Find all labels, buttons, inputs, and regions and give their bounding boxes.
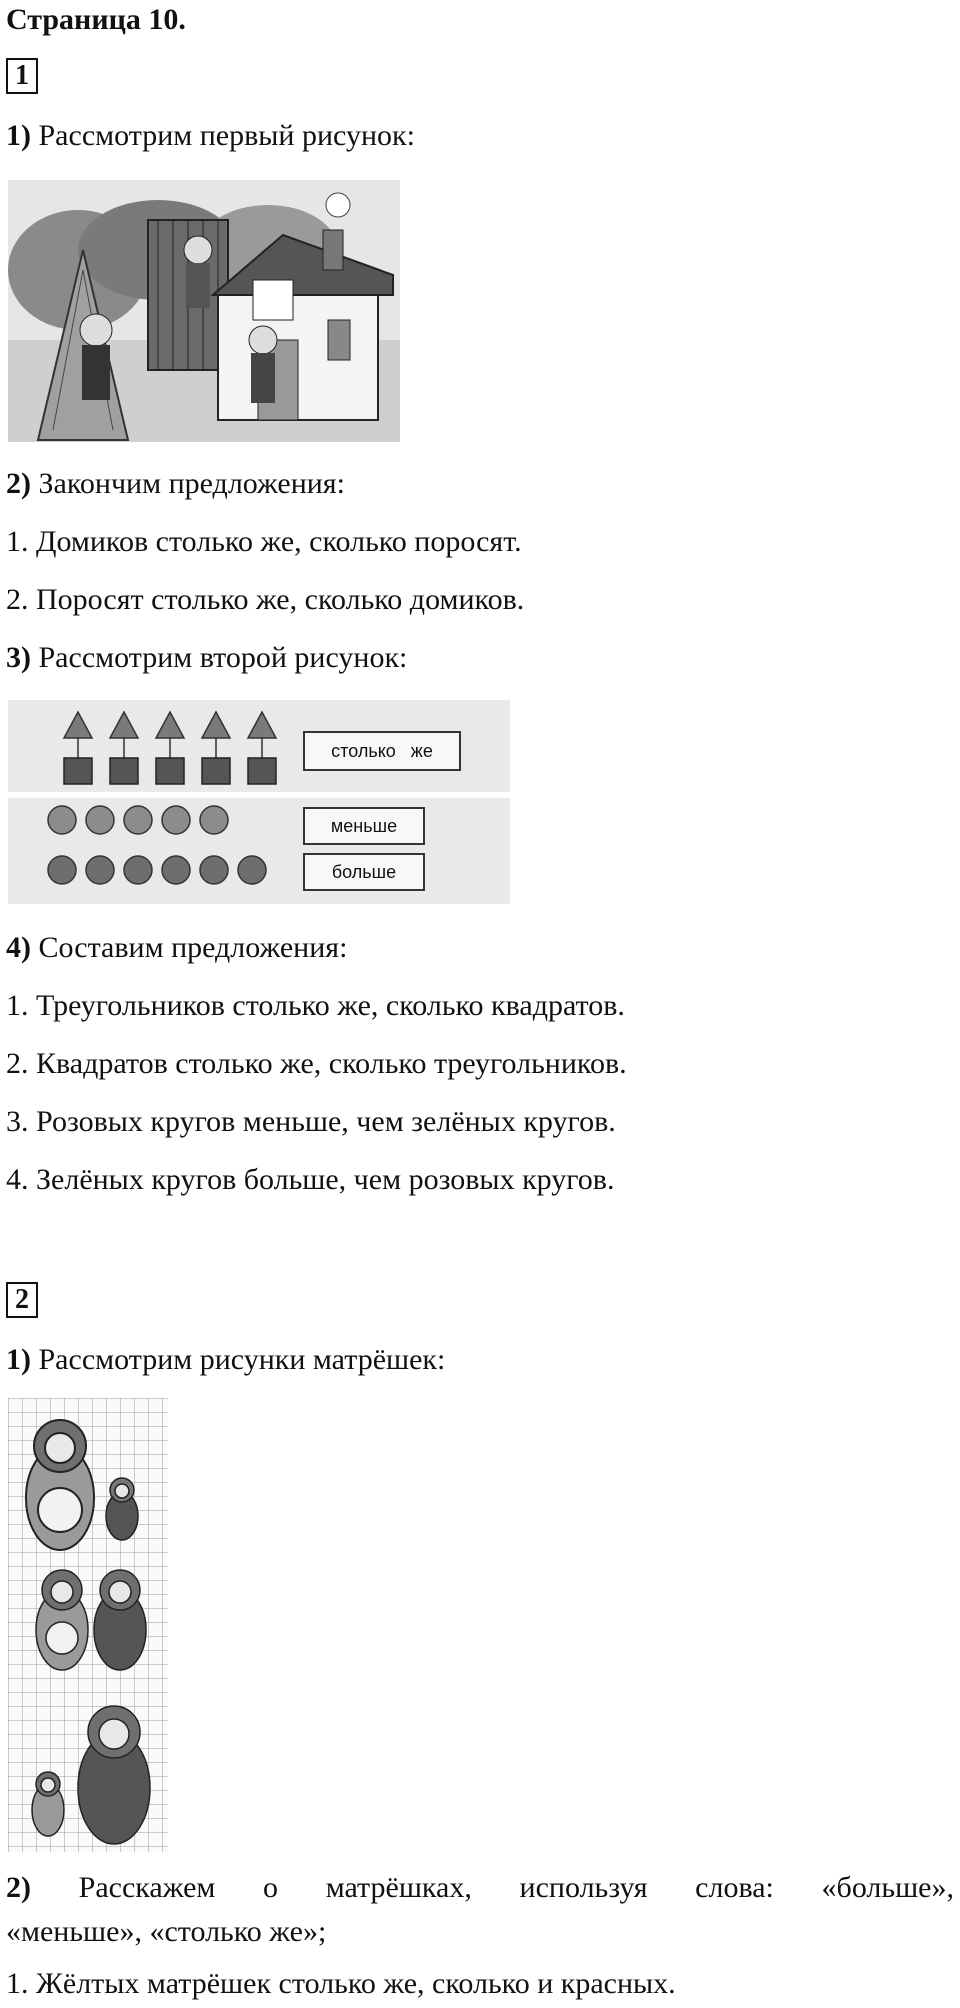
sentence-a-1: 1. Домиков столько же, сколько поросят. (6, 525, 522, 558)
step-text: Закончим предложения: (31, 467, 345, 500)
sentence-b-2: 2. Квадратов столько же, сколько треугольников. (6, 1047, 627, 1080)
sentence-b-3: 3. Розовых кругов меньше, чем зелёных кругов. (6, 1105, 616, 1138)
shapes-drawing (8, 700, 510, 904)
task-number-2: 2 (6, 1282, 38, 1318)
step-number: 1) (6, 119, 31, 152)
step-number: 4) (6, 931, 31, 964)
task2-step1 (6, 1342, 445, 1378)
step-number: 1) (6, 1343, 31, 1376)
label-more: больше (331, 862, 397, 882)
step-text: Рассмотрим рисунки матрёшек: (31, 1343, 446, 1376)
step-text: Рассмотрим второй рисунок: (31, 641, 408, 674)
label-same: столько же (331, 741, 433, 761)
sentence-a-2: 2. Поросят столько же, сколько домиков. (6, 583, 525, 616)
sentence-b-1: 1. Треугольников столько же, сколько квадратов. (6, 989, 625, 1022)
task1-step3 (6, 640, 407, 676)
task2-step2-line2: «меньше», «столько же»; (6, 1915, 327, 1948)
task2-step2-line1 (6, 1866, 954, 1910)
step-text: Расскажем о матрёшках, используя слова: «больше», (31, 1871, 954, 1904)
label-less: меньше (330, 816, 398, 836)
shapes-figure (8, 700, 510, 904)
three-pigs-illustration (8, 180, 400, 442)
step-number: 2) (6, 1871, 31, 1904)
task-number-1: 1 (6, 58, 38, 94)
task1-step1 (6, 118, 415, 154)
matryoshka-grid-illustration (8, 1398, 168, 1852)
step-text: Составим предложения: (31, 931, 348, 964)
step-text: Рассмотрим первый рисунок: (31, 119, 415, 152)
sentence-b-4: 4. Зелёных кругов больше, чем розовых кругов. (6, 1163, 615, 1196)
task1-step4 (6, 930, 347, 966)
page-title: Страница 10. (6, 3, 186, 36)
task2-sentence-1: 1. Жёлтых матрёшек столько же, сколько и красных. (6, 1967, 676, 2000)
task2-step2 (6, 1866, 954, 1954)
task1-step2 (6, 466, 345, 502)
step-number: 3) (6, 641, 31, 674)
step-number: 2) (6, 467, 31, 500)
